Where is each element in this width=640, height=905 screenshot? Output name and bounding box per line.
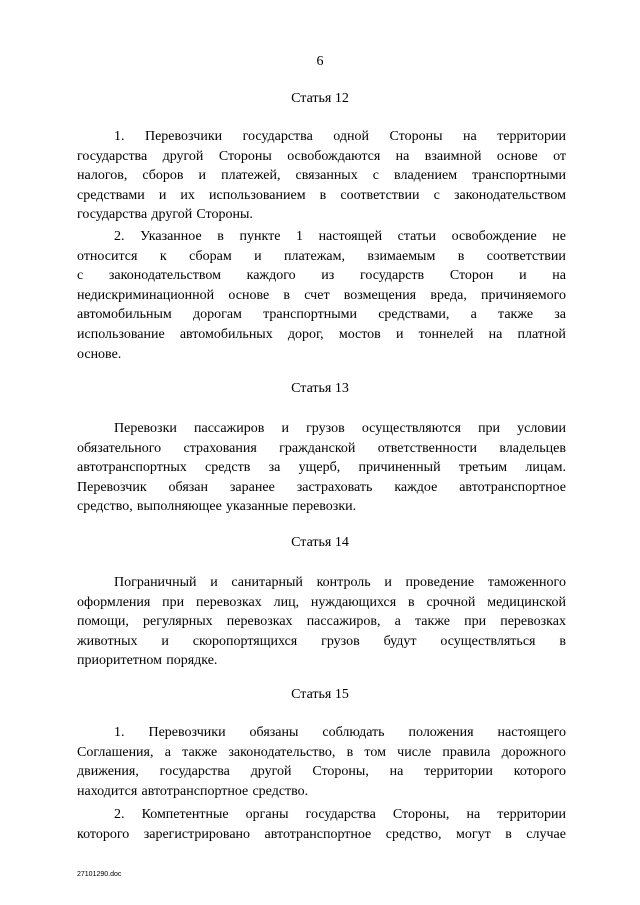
text-line: автомобильным дорогам транспортными средствами, а также за (77, 307, 566, 323)
article-heading: Статья 14 (291, 535, 349, 550)
text-line: 2. Указанное в пункте 1 настоящей статьи освобождение не (114, 229, 566, 244)
text-line: недискриминационной основе в счет возмещения вреда, причиняемого (77, 287, 566, 303)
text-line: 2. Компетентные органы государства Стороны, на территории (114, 807, 566, 822)
article-paragraph (77, 805, 566, 844)
text-line: средствами и их использованием в соответствии с законодательством (77, 187, 566, 203)
text-line: помощи, регулярных перевозках пассажиров, а также при перевозках (77, 614, 566, 630)
text-line: автотранспортных средств за ущерб, причиненный третьим лицам. (77, 460, 566, 476)
text-line: обязательного страхования гражданской ответственности владельцев (77, 440, 566, 456)
text-line: относится к сборам и платежам, взимаемым в соответствии (77, 248, 566, 264)
text-line: средство, выполняющее указанные перевозки. (77, 499, 357, 515)
article-paragraph (77, 419, 566, 517)
article-paragraph (77, 723, 566, 801)
text-line: находится автотранспортное средство. (77, 783, 309, 799)
text-line: государства другой Стороны освобождаются на взаимной основе от (77, 148, 566, 164)
article-heading: Статья 13 (291, 381, 349, 396)
text-line: Перевозчик обязан заранее застраховать каждое автотранспортное (77, 479, 566, 495)
text-line: с законодательством каждого из государств Сторон и на (77, 268, 566, 284)
article-paragraph (77, 573, 566, 671)
text-line: движения, государства другой Стороны, на территории которого (77, 764, 566, 780)
page-number: 6 (316, 54, 324, 69)
text-line: основе. (77, 346, 122, 362)
article-paragraph (77, 227, 566, 364)
text-line: приоритетном порядке. (77, 653, 218, 669)
text-line: государства другой Стороны. (77, 207, 253, 223)
text-line: использование автомобильных дорог, мостов и тоннелей на платной (77, 326, 566, 342)
text-line: налогов, сборов и платежей, связанных с владением транспортными (77, 168, 566, 184)
text-line: животных и скоропортящихся грузов будут осуществляться в (77, 633, 566, 649)
article-heading: Статья 12 (291, 91, 349, 106)
text-line: 1. Перевозчики государства одной Стороны на территории (114, 129, 566, 144)
text-line: 1. Перевозчики обязаны соблюдать положения настоящего (114, 725, 566, 740)
text-line: Перевозки пассажиров и грузов осуществляются при условии (114, 421, 566, 436)
article-paragraph (77, 127, 566, 225)
text-line: Пограничный и санитарный контроль и проведение таможенного (114, 575, 566, 590)
text-line: оформления при перевозках лиц, нуждающихся в срочной медицинской (77, 594, 566, 610)
footer-filename: 27101290.doc (77, 871, 122, 878)
text-line: которого зарегистрировано автотранспортное средство, могут в случае (77, 826, 566, 842)
article-heading: Статья 15 (291, 687, 349, 702)
text-line: Соглашения, а также законодательство, в том числе правила дорожного (77, 744, 566, 760)
